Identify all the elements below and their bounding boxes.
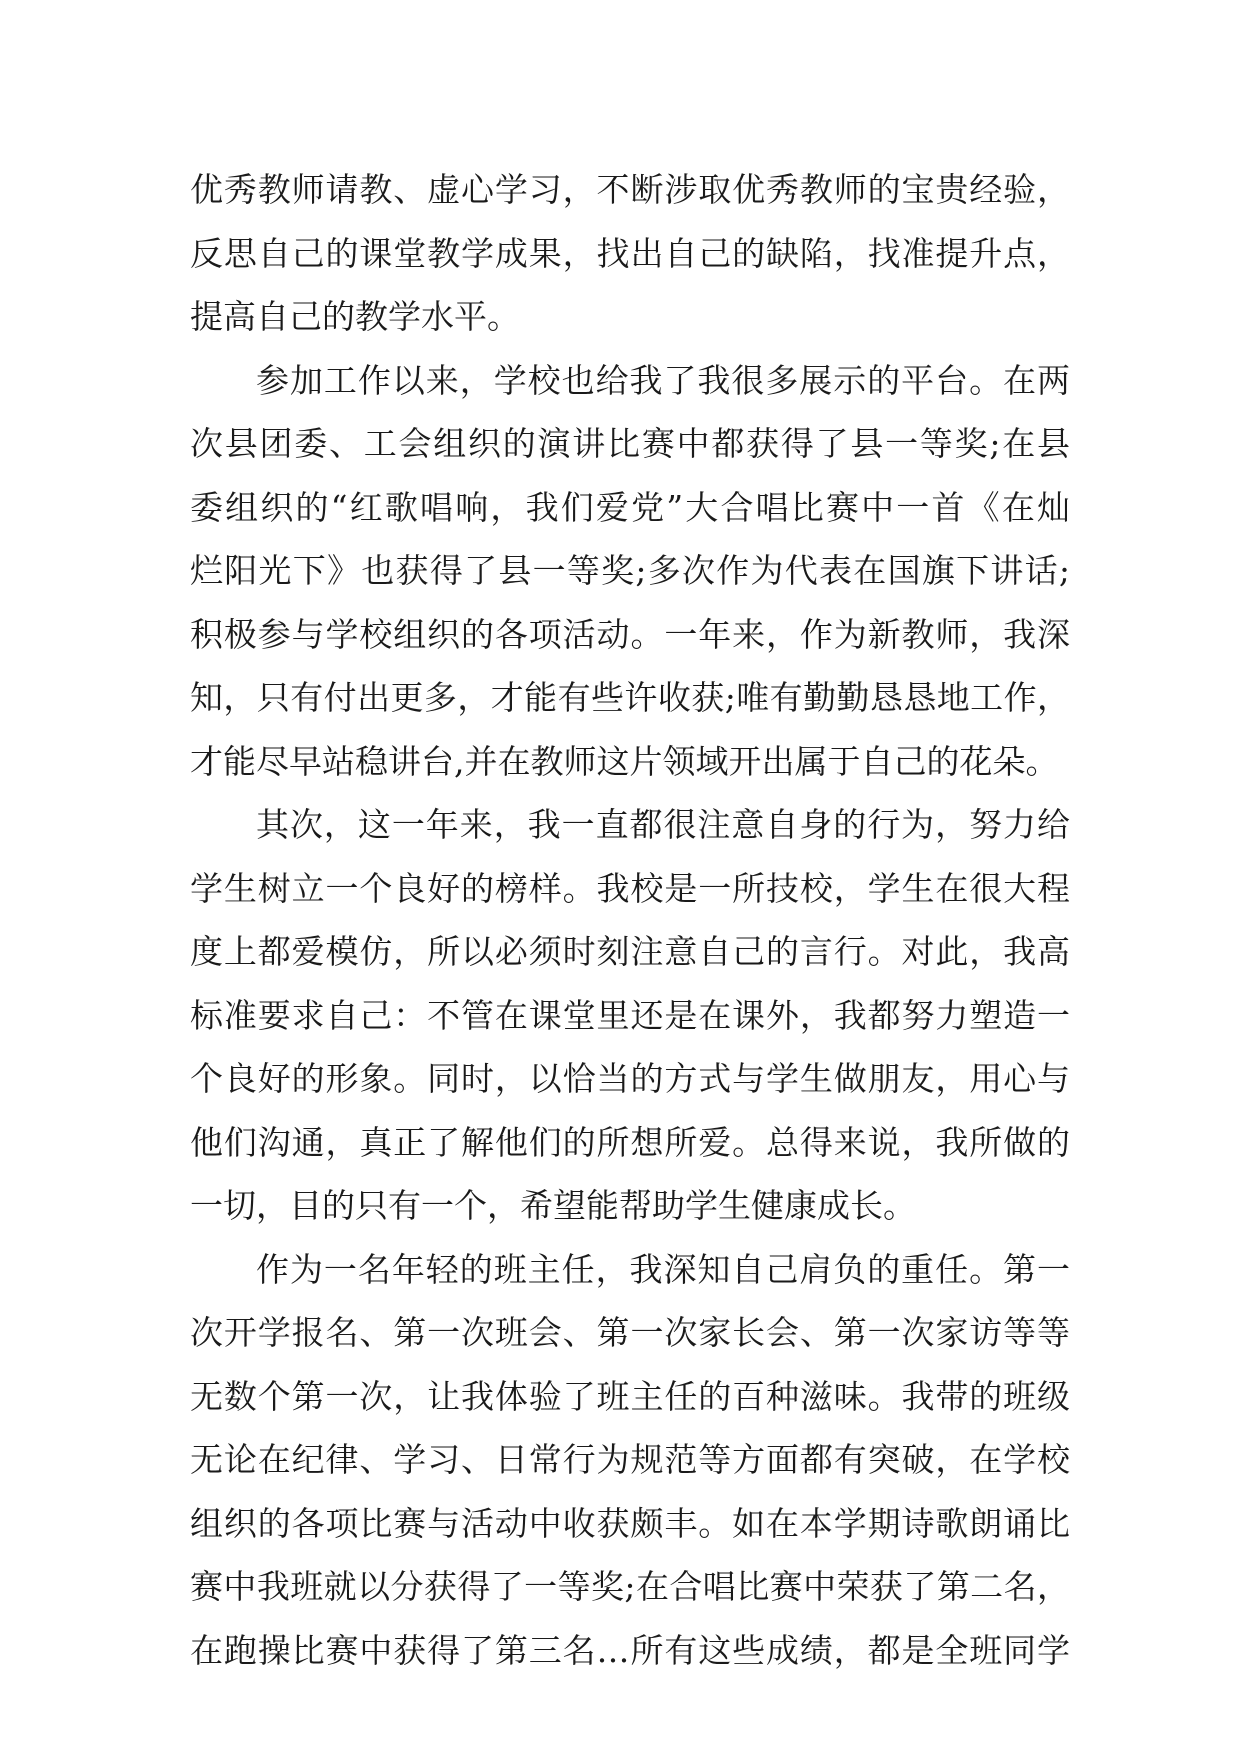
text-line: 次开学报名、第一次班会、第一次家长会、第一次家访等等 (190, 1313, 1070, 1352)
text-line: 烂阳光下》也获得了县一等奖;多次作为代表在国旗下讲话; (190, 551, 1070, 590)
text-line: 组织的各项比赛与活动中收获颇丰。如在本学期诗歌朗诵比 (190, 1503, 1070, 1543)
text-line: 在跑操比赛中获得了第三名…所有这些成绩，都是全班同学 (190, 1630, 1070, 1670)
text-line: 其次，这一年来，我一直都很注意自身的行为，努力给 (256, 805, 1070, 844)
text-line: 学生树立一个良好的榜样。我校是一所技校，学生在很大程 (190, 868, 1070, 908)
text-line: 委组织的“红歌唱响，我们爱党”大合唱比赛中一首《在灿 (190, 487, 1070, 527)
text-line: 赛中我班就以分获得了一等奖;在合唱比赛中荣获了第二名， (190, 1567, 1070, 1606)
text-line: 参加工作以来，学校也给我了我很多展示的平台。在两 (256, 360, 1070, 400)
text-line: 标准要求自己：不管在课堂里还是在课外，我都努力塑造一 (190, 995, 1070, 1035)
text-line: 度上都爱模仿，所以必须时刻注意自己的言行。对此，我高 (190, 932, 1070, 971)
text-line: 个良好的形象。同时，以恰当的方式与学生做朋友，用心与 (190, 1059, 1070, 1098)
text-line: 反思自己的课堂教学成果，找出自己的缺陷，找准提升点， (190, 233, 1070, 273)
text-line: 次县团委、工会组织的演讲比赛中都获得了县一等奖;在县 (190, 424, 1070, 463)
document-body (190, 158, 1070, 1682)
text-line: 知，只有付出更多，才能有些许收获;唯有勤勤恳恳地工作， (190, 678, 1070, 717)
text-line: 他们沟通，真正了解他们的所想所爱。总得来说，我所做的 (190, 1122, 1070, 1162)
text-line: 一切，目的只有一个，希望能帮助学生健康成长。 (190, 1186, 916, 1225)
text-line: 提高自己的教学水平。 (190, 297, 520, 336)
text-line: 作为一名年轻的班主任，我深知自己肩负的重任。第一 (256, 1249, 1070, 1289)
text-line: 才能尽早站稳讲台,并在教师这片领域开出属于自己的花朵。 (190, 741, 1059, 781)
text-line: 积极参与学校组织的各项活动。一年来，作为新教师，我深 (190, 614, 1070, 654)
text-line: 优秀教师请教、虚心学习，不断涉取优秀教师的宝贵经验， (190, 170, 1070, 209)
text-line: 无论在纪律、学习、日常行为规范等方面都有突破，在学校 (190, 1440, 1070, 1479)
text-line: 无数个第一次，让我体验了班主任的百种滋味。我带的班级 (190, 1376, 1070, 1416)
